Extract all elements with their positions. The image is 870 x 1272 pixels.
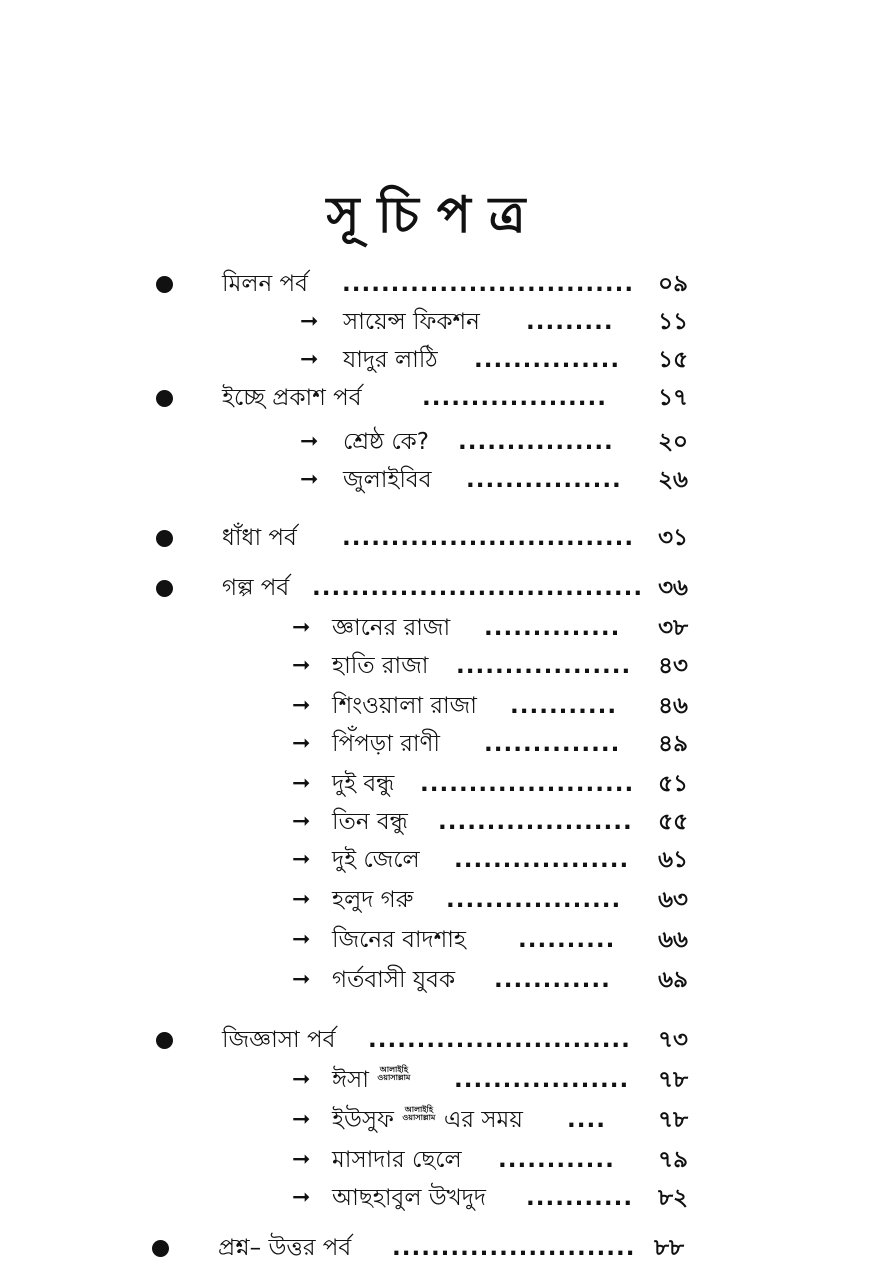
toc-leader: .................. bbox=[454, 1067, 630, 1093]
toc-page-number: ১৫ bbox=[658, 347, 688, 373]
arrow-right-icon: ➞ bbox=[292, 615, 311, 640]
arrow-right-icon: ➞ bbox=[300, 467, 319, 492]
toc-item[interactable] bbox=[0, 424, 870, 460]
toc-label-suffix: এর সময় bbox=[443, 1107, 523, 1133]
toc-leader: ........... bbox=[526, 1185, 634, 1211]
toc-page-number: ৬৬ bbox=[658, 927, 688, 953]
toc-item[interactable] bbox=[0, 842, 870, 878]
toc-leader: ............... bbox=[474, 347, 621, 373]
toc-label: আছহাবুল উখদুদ bbox=[332, 1185, 486, 1211]
bullet-icon bbox=[152, 1240, 169, 1257]
toc-leader: ............ bbox=[494, 967, 611, 993]
toc-item[interactable] bbox=[0, 1062, 870, 1098]
toc-page-number: ১৭ bbox=[658, 385, 688, 411]
toc-label: মাসাদার ছেলে bbox=[332, 1147, 462, 1173]
toc-page-number: ৬৯ bbox=[658, 967, 688, 993]
bullet-icon bbox=[156, 580, 173, 597]
toc-label: হলুদ গরু bbox=[332, 887, 414, 913]
toc-page-number: ৩৮ bbox=[658, 615, 688, 641]
toc-page-number: ৭৯ bbox=[658, 1147, 688, 1173]
toc-page-number: ৭৩ bbox=[658, 1027, 688, 1053]
toc-page-number: ৩১ bbox=[658, 525, 688, 551]
toc-item[interactable] bbox=[0, 922, 870, 958]
toc-label: ইচ্ছে প্রকাশ পর্ব bbox=[222, 385, 362, 411]
toc-label-text: ঈসা bbox=[332, 1067, 369, 1093]
toc-leader: .......... bbox=[518, 927, 616, 953]
arrow-right-icon: ➞ bbox=[292, 927, 311, 952]
toc-item[interactable] bbox=[0, 342, 870, 378]
toc-leader: ......................... bbox=[392, 1235, 636, 1261]
toc-page-number: ২০ bbox=[658, 429, 688, 455]
arrow-right-icon: ➞ bbox=[300, 347, 319, 372]
toc-label: জিজ্ঞাসা পর্ব bbox=[222, 1027, 336, 1053]
toc-page-number: ৮৮ bbox=[654, 1235, 684, 1261]
arrow-right-icon: ➞ bbox=[292, 1147, 311, 1172]
arrow-right-icon: ➞ bbox=[292, 1067, 311, 1092]
toc-label: হাতি রাজা bbox=[332, 653, 429, 679]
toc-leader: ......... bbox=[526, 309, 614, 335]
honorific-note: আলাইহি ওয়াসাল্লাম bbox=[402, 1105, 436, 1122]
toc-page-number: ৫৫ bbox=[658, 809, 688, 835]
arrow-right-icon: ➞ bbox=[292, 847, 311, 872]
toc-page-number: ৪৯ bbox=[658, 731, 688, 757]
toc-label: জ্ঞানের রাজা bbox=[332, 615, 451, 641]
toc-label: শ্রেষ্ঠ কে? bbox=[343, 429, 429, 455]
toc-label: গর্তবাসী যুবক bbox=[332, 967, 456, 993]
toc-leader: .... bbox=[567, 1107, 606, 1133]
toc-label: দুই জেলে bbox=[332, 847, 420, 873]
toc-label: জিনের বাদশাহ bbox=[332, 927, 467, 953]
toc-label: যাদুর লাঠি bbox=[343, 347, 438, 373]
toc-section[interactable] bbox=[0, 266, 870, 302]
toc-label: শিংওয়ালা রাজা bbox=[332, 693, 477, 719]
toc-item[interactable] bbox=[0, 804, 870, 840]
toc-leader: ........................... bbox=[368, 1027, 631, 1053]
arrow-right-icon: ➞ bbox=[292, 1107, 311, 1132]
toc-leader: .................... bbox=[438, 809, 633, 835]
arrow-right-icon: ➞ bbox=[292, 1185, 311, 1210]
toc-label bbox=[332, 1062, 419, 1098]
toc-label: ধাঁধা পর্ব bbox=[222, 525, 297, 551]
toc-item[interactable] bbox=[0, 882, 870, 918]
toc-label-text: ইউসুফ bbox=[332, 1107, 394, 1133]
toc-item[interactable] bbox=[0, 304, 870, 340]
toc-page-number: ৭৮ bbox=[658, 1107, 688, 1133]
toc-leader: ................... bbox=[422, 385, 608, 411]
toc-leader: ........... bbox=[510, 693, 618, 719]
toc-item[interactable] bbox=[0, 610, 870, 646]
bullet-icon bbox=[156, 390, 173, 407]
toc-section[interactable] bbox=[0, 1230, 870, 1266]
toc-item[interactable] bbox=[0, 688, 870, 724]
toc-label: দুই বন্ধু bbox=[332, 771, 395, 797]
toc-item[interactable] bbox=[0, 1180, 870, 1216]
toc-label bbox=[332, 1102, 523, 1138]
toc-item[interactable] bbox=[0, 766, 870, 802]
toc-leader: .................. bbox=[454, 847, 630, 873]
toc-leader: .................. bbox=[456, 653, 632, 679]
toc-page-number: ৬১ bbox=[658, 847, 688, 873]
toc-label: মিলন পর্ব bbox=[222, 271, 308, 297]
toc-label: পিঁপড়া রাণী bbox=[332, 731, 441, 757]
arrow-right-icon: ➞ bbox=[292, 653, 311, 678]
arrow-right-icon: ➞ bbox=[292, 693, 311, 718]
toc-leader: ............ bbox=[498, 1147, 615, 1173]
page-title: সূচিপত্র bbox=[326, 186, 544, 244]
toc-leader: .............................. bbox=[342, 271, 635, 297]
toc-section[interactable] bbox=[0, 380, 870, 416]
toc-section[interactable] bbox=[0, 1022, 870, 1058]
toc-page-number: ১১ bbox=[658, 309, 688, 335]
toc-leader: ................ bbox=[466, 467, 622, 493]
arrow-right-icon: ➞ bbox=[292, 967, 311, 992]
toc-label: সায়েন্স ফিকশন bbox=[343, 309, 480, 335]
bullet-icon bbox=[156, 530, 173, 547]
arrow-right-icon: ➞ bbox=[292, 731, 311, 756]
toc-page-number: ২৬ bbox=[658, 467, 688, 493]
toc-page-number: ৪৬ bbox=[658, 693, 688, 719]
toc-item[interactable] bbox=[0, 648, 870, 684]
arrow-right-icon: ➞ bbox=[292, 887, 311, 912]
bullet-icon bbox=[156, 276, 173, 293]
toc-leader: .............. bbox=[484, 615, 621, 641]
toc-label: জুলাইবিব bbox=[343, 467, 432, 493]
arrow-right-icon: ➞ bbox=[292, 771, 311, 796]
toc-page-number: ৮২ bbox=[658, 1185, 688, 1211]
toc-page-number: ৭৮ bbox=[658, 1067, 688, 1093]
toc-page-number: ৩৬ bbox=[658, 575, 688, 601]
toc-label: গল্প পর্ব bbox=[222, 575, 290, 601]
arrow-right-icon: ➞ bbox=[292, 809, 311, 834]
toc-leader: ................ bbox=[458, 429, 614, 455]
toc-page-number: ৪৩ bbox=[658, 653, 688, 679]
toc-page-number: ০৯ bbox=[658, 271, 688, 297]
honorific-note: আলাইহি ওয়াসাল্লাম bbox=[377, 1065, 411, 1082]
toc-item[interactable] bbox=[0, 1142, 870, 1178]
toc-item[interactable] bbox=[0, 726, 870, 762]
toc-page-number: ৫১ bbox=[658, 771, 688, 797]
toc-leader: .............. bbox=[484, 731, 621, 757]
toc-section[interactable] bbox=[0, 570, 870, 606]
toc-leader: .................................. bbox=[312, 575, 644, 601]
toc-item[interactable] bbox=[0, 1102, 870, 1138]
toc-item[interactable] bbox=[0, 962, 870, 998]
toc-leader: .............................. bbox=[342, 525, 635, 551]
toc-leader: ...................... bbox=[420, 771, 635, 797]
arrow-right-icon: ➞ bbox=[300, 309, 319, 334]
toc-item[interactable] bbox=[0, 462, 870, 498]
toc-label: তিন বন্ধু bbox=[332, 809, 408, 835]
bullet-icon bbox=[156, 1032, 173, 1049]
toc-section[interactable] bbox=[0, 520, 870, 556]
arrow-right-icon: ➞ bbox=[300, 429, 319, 454]
toc-leader: .................. bbox=[446, 887, 622, 913]
toc-label: প্রশ্ন– উত্তর পর্ব bbox=[218, 1235, 352, 1261]
toc-page-number: ৬৩ bbox=[658, 887, 688, 913]
